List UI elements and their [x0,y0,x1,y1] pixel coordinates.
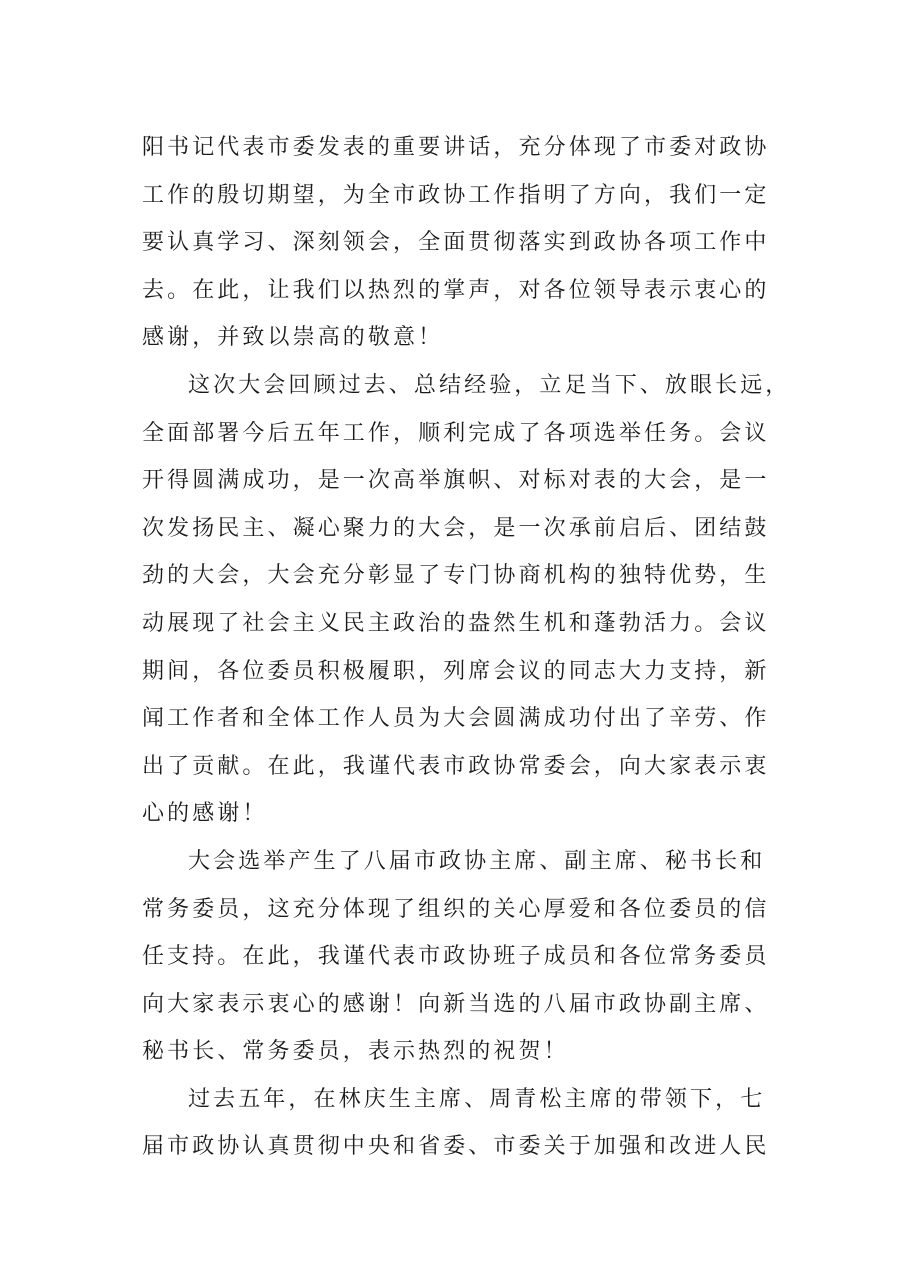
text-line: 次发扬民主、凝心聚力的大会，是一次承前启后、团结鼓 [142,515,770,541]
paragraph-first-line: 大会选举产生了八届市政协主席、副主席、秘书长和 [188,848,766,874]
text-line: 心的感谢！ [142,801,268,827]
text-line: 动展现了社会主义民主政治的盎然生机和蓬勃活力。会议 [142,610,770,636]
text-line: 出了贡献。在此，我谨代表市政协常委会，向大家表示衷 [142,753,770,779]
text-line: 工作的殷切期望，为全市政协工作指明了方向，我们一定 [142,182,770,208]
paragraph-first-line: 过去五年，在林庆生主席、周青松主席的带领下，七 [188,1086,766,1112]
document-body [142,124,791,1171]
text-line: 秘书长、常务委员，表示热烈的祝贺！ [142,1039,569,1065]
text-line: 感谢，并致以崇高的敬意！ [142,325,444,351]
text-line: 全面部署今后五年工作，顺利完成了各项选举任务。会议 [142,420,770,446]
text-line: 去。在此，让我们以热烈的掌声，对各位领导表示衷心的 [142,277,770,303]
paragraph-first-line: 这次大会回顾过去、总结经验，立足当下、放眼长远， [188,372,791,398]
text-line: 任支持。在此，我谨代表市政协班子成员和各位常务委员 [142,944,770,970]
text-line: 向大家表示衷心的感谢！向新当选的八届市政协副主席、 [142,991,770,1017]
text-line: 期间，各位委员积极履职，列席会议的同志大力支持，新 [142,658,770,684]
text-line: 要认真学习、深刻领会，全面贯彻落实到政协各项工作中 [142,230,770,256]
text-line: 劲的大会，大会充分彰显了专门协商机构的独特优势，生 [142,563,770,589]
text-line: 届市政协认真贯彻中央和省委、市委关于加强和改进人民 [142,1134,770,1160]
text-line: 常务委员，这充分体现了组织的关心厚爱和各位委员的信 [142,896,770,922]
text-line: 开得圆满成功，是一次高举旗帜、对标对表的大会，是一 [142,468,770,494]
text-line: 闻工作者和全体工作人员为大会圆满成功付出了辛劳、作 [142,706,770,732]
text-line: 阳书记代表市委发表的重要讲话，充分体现了市委对政协 [142,135,770,160]
